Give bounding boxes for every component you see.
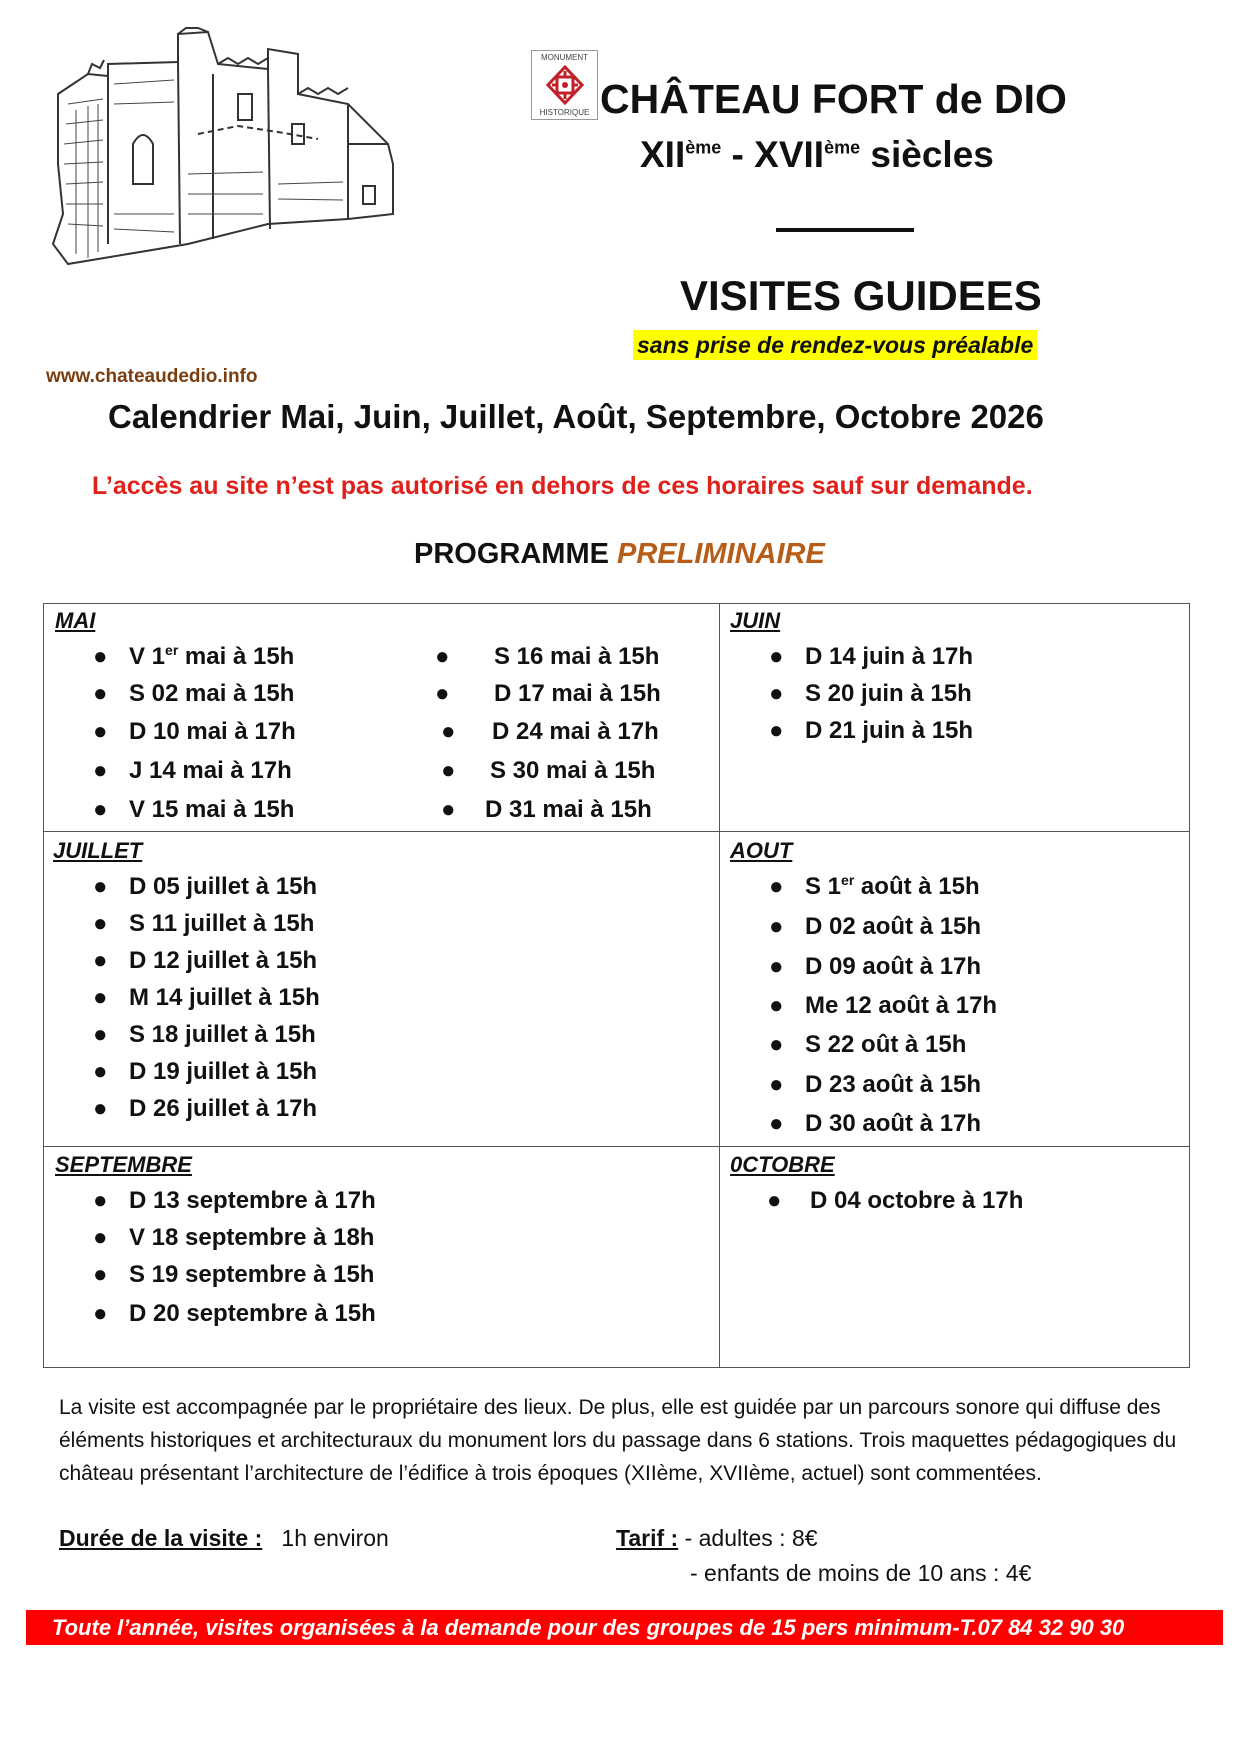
no-appointment-note: sans prise de rendez-vous préalable — [633, 330, 1037, 360]
calendar-heading: Calendrier Mai, Juin, Juillet, Août, Septembre, Octobre 2026 — [108, 398, 1044, 435]
list-item: ● D 13 septembre à 17h — [93, 1187, 376, 1214]
list-item: ● D 12 juillet à 15h — [93, 947, 318, 974]
programme-heading: PROGRAMME PRELIMINAIRE — [414, 538, 825, 570]
price-adults: Tarif : - adultes : 8€ — [616, 1525, 818, 1551]
list-item: ● S 18 juillet à 15h — [93, 1021, 316, 1048]
logo-top-text: MONUMENT — [540, 53, 589, 62]
list-item: ● D 21 juin à 15h — [769, 717, 974, 744]
month-heading-juillet: JUILLET — [53, 838, 143, 863]
price-children: - enfants de moins de 10 ans : 4€ — [690, 1560, 1032, 1586]
access-warning: L’accès au site n’est pas autorisé en dehors de ces horaires sauf sur demande. — [92, 472, 1033, 500]
month-heading-septembre: SEPTEMBRE — [55, 1152, 192, 1177]
page-title: CHÂTEAU FORT de DIO — [600, 76, 1067, 122]
list-item: ● D 17 mai à 15h — [435, 680, 661, 707]
list-item: ● S 11 juillet à 15h — [93, 910, 315, 937]
table-divider — [43, 831, 1190, 832]
table-divider — [43, 1146, 1190, 1147]
list-item: ● D 10 mai à 17h — [93, 718, 296, 745]
list-item: ● D 31 mai à 15h — [441, 796, 652, 823]
list-item: ● D 26 juillet à 17h — [93, 1095, 318, 1122]
list-item: ● D 02 août à 15h — [769, 913, 982, 940]
list-item: ● V 1er mai à 15h — [93, 642, 295, 670]
list-item: ● S 30 mai à 15h — [441, 757, 656, 784]
list-item: ● S 20 juin à 15h — [769, 680, 972, 707]
list-item: ● D 04 octobre à 17h — [767, 1187, 1024, 1214]
list-item: ● Me 12 août à 17h — [769, 992, 998, 1019]
visit-description: La visite est accompagnée par le propriétaire des lieux. De plus, elle est guidée par un parcours sonore qui diffuse des éléments historiques et architecturaux du monument lors du passage dans 6 stations. Trois maquettes pédagogiques du château présentant l’architecture de l’édifice à trois époques (XIIème, XVIIème, actuel) sont commentées. — [59, 1396, 1177, 1485]
table-divider — [719, 603, 720, 1368]
list-item: ● D 20 septembre à 15h — [93, 1300, 376, 1327]
list-item: ● V 15 mai à 15h — [93, 796, 295, 823]
month-heading-octobre: 0CTOBRE — [730, 1152, 835, 1177]
list-item: ● S 1er août à 15h — [769, 872, 980, 900]
separator-rule — [776, 228, 914, 232]
list-item: ● D 30 août à 17h — [769, 1110, 982, 1137]
footer-banner: Toute l’année, visites organisées à la demande pour des groupes de 15 pers minimum-T.07 84 32 90 30 — [26, 1610, 1223, 1645]
castle-sketch-illustration — [48, 14, 448, 276]
list-item: ● D 23 août à 15h — [769, 1071, 982, 1098]
month-heading-juin: JUIN — [730, 608, 781, 633]
list-item: ● V 18 septembre à 18h — [93, 1224, 375, 1251]
list-item: ● D 14 juin à 17h — [769, 643, 974, 670]
labyrinth-icon — [546, 65, 584, 105]
list-item: ● D 09 août à 17h — [769, 953, 982, 980]
list-item: ● S 02 mai à 15h — [93, 680, 295, 707]
list-item: ● S 19 septembre à 15h — [93, 1261, 375, 1288]
list-item: ● J 14 mai à 17h — [93, 757, 292, 784]
logo-bottom-text: HISTORIQUE — [539, 108, 590, 117]
month-heading-mai: MAI — [55, 608, 96, 633]
list-item: ● M 14 juillet à 15h — [93, 984, 320, 1011]
visit-duration: Durée de la visite : 1h environ — [59, 1525, 389, 1551]
centuries-subtitle: XIIème - XVIIème siècles — [640, 134, 994, 175]
list-item: ● D 05 juillet à 15h — [93, 873, 318, 900]
monument-historique-logo — [531, 50, 598, 120]
month-heading-aout: AOUT — [730, 838, 793, 863]
visites-heading: VISITES GUIDEES — [680, 272, 1042, 319]
list-item: ● S 16 mai à 15h — [435, 643, 660, 670]
list-item: ● D 24 mai à 17h — [441, 718, 659, 745]
list-item: ● D 19 juillet à 15h — [93, 1058, 318, 1085]
list-item: ● S 22 oût à 15h — [769, 1031, 967, 1058]
website-link[interactable]: www.chateaudedio.info — [46, 366, 258, 387]
